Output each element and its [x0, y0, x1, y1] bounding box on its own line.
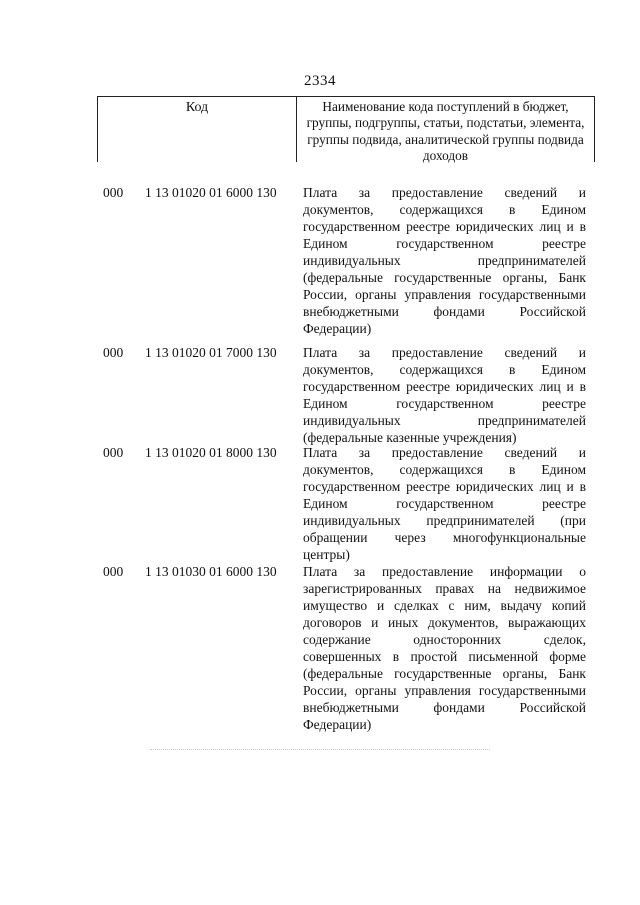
table-row	[0, 344, 640, 444]
revenue-name: Плата за предоставление сведений и документов, содержащихся в Едином государственном реестре юридических лиц и в Едином государственном реестре индивидуальных предпринимателей (при обращении через многофункциональные центры)	[303, 445, 586, 562]
admin-code: 000	[103, 345, 124, 360]
revenue-name: Плата за предоставление сведений и документов, содержащихся в Едином государственном реестре юридических лиц и в Едином государственном реестре индивидуальных предпринимателей (федеральные казенные учреждения)	[303, 345, 586, 445]
table-body	[0, 184, 640, 733]
revenue-code: 1 13 01020 01 8000 130	[145, 445, 277, 460]
revenue-code: 1 13 01030 01 6000 130	[145, 564, 277, 579]
page-number: 2334	[304, 73, 336, 89]
revenue-code: 1 13 01020 01 6000 130	[145, 185, 277, 200]
revenue-code: 1 13 01020 01 7000 130	[145, 345, 277, 360]
table-header	[97, 96, 595, 162]
table-row	[0, 444, 640, 563]
header-name-column: Наименование кода поступлений в бюджет, группы, подгруппы, статьи, подстатьи, элемента, группы подвида, аналитической группы подвида доходов	[306, 99, 585, 164]
table-row	[0, 563, 640, 733]
admin-code: 000	[103, 445, 124, 460]
revenue-name: Плата за предоставление информации о зарегистрированных правах на недвижимое имущество и сделках с ним, выдачу копий договоров и иных документов, выражающих содержание односторонних сделок, совершенных в простой письменной форме (федеральные государственные органы, Банк России, органы управления государственными внебюджетными фондами Российской Федерации)	[303, 564, 586, 732]
revenue-name: Плата за предоставление сведений и документов, содержащихся в Едином государственном реестре юридических лиц и в Едином государственном реестре индивидуальных предпринимателей (федеральные государственные органы, Банк России, органы управления государственными внебюджетными фондами Российской Федерации)	[303, 185, 586, 336]
header-code-column: Код	[98, 97, 297, 162]
admin-code: 000	[103, 185, 124, 200]
table-row	[0, 184, 640, 344]
scan-artifact-divider	[150, 748, 490, 750]
admin-code: 000	[103, 564, 124, 579]
